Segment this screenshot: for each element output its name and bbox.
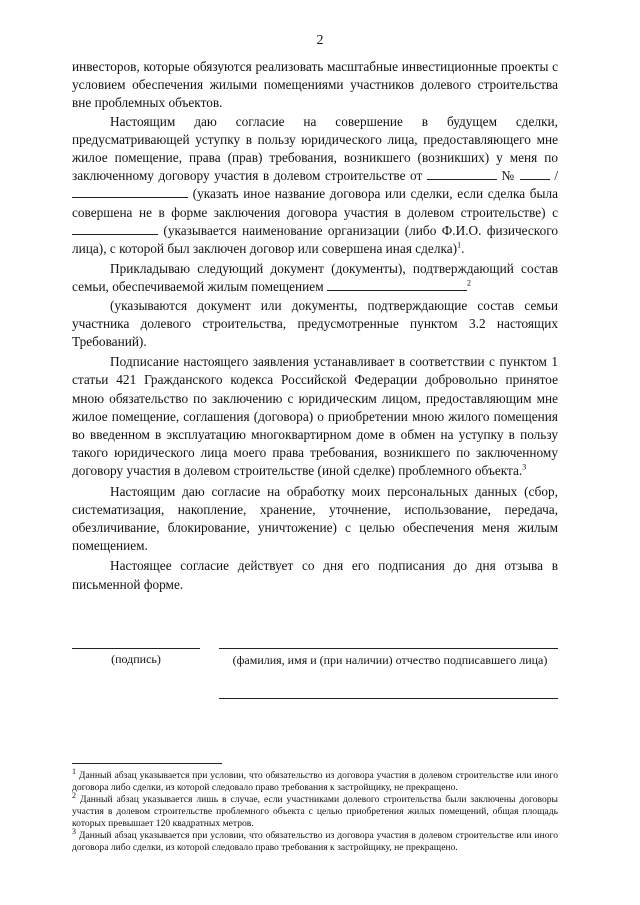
number-sign: № (501, 168, 516, 184)
paragraph-signing-obligation (72, 353, 558, 480)
footnote-separator (72, 763, 222, 764)
family-documents-blank (327, 278, 467, 291)
footnote-ref-1: 1 (457, 240, 462, 250)
signature-line (72, 648, 200, 649)
contract-number-blank (520, 167, 550, 180)
consent-text-part1: Настоящим даю согласие на совершение в будущем сделки, предусматривающей уступку в пользу юридического лица, предоставляющего мне жилое помещение, права (прав) требования, возникшего (возникших) у меня по заключенному договору участия в долевом строительстве от (72, 113, 558, 184)
paragraph-consent-assignment (72, 113, 558, 259)
footnotes (72, 766, 558, 854)
consent-text-part2: (указать иное название договора или сделки, если сделка была совершена не в форме заключения договора участия в долевом строительстве) с (72, 186, 558, 220)
footnote-text: Данный абзац указывается лишь в случае, если участниками долевого строительства были заключены договоры участия в долевом строительстве проблемного объекта с целью приобретения жилых помещений, общая площадь которых превышает 120 квадратных метров. (72, 794, 558, 829)
paragraph-family-documents (72, 260, 558, 296)
full-name-label: (фамилия, имя и (при наличии) отчество подписавшего лица) (232, 653, 548, 667)
footnote-number: 2 (72, 790, 76, 800)
footnote-3 (72, 826, 558, 854)
consent-end-period: . (461, 241, 465, 257)
footnote-number: 3 (72, 826, 76, 836)
footnote-ref-3: 3 (522, 463, 527, 473)
paragraph-personal-data: Настоящим даю согласие на обработку моих персональных данных (сбор, систематизация, накопление, хранение, уточнение, использование, передача, обезличивание, блокирование, уничтожение) с целью обеспечения меня жилым помещением. (72, 483, 558, 554)
paragraph-documents-note: (указываются документ или документы, подтверждающие состав семьи участника долевого строительства, предусмотренные пунктом 3.2 настоящих Требований). (72, 297, 558, 350)
full-name-line (219, 648, 558, 649)
paragraph-validity: Настоящее согласие действует со дня его подписания до дня отзыва в письменной форме. (72, 558, 558, 592)
footnote-2 (72, 790, 558, 830)
additional-line (219, 698, 558, 699)
family-documents-text: Прикладываю следующий документ (документы), подтверждающий состав семьи, обеспечиваемой жилым помещением (72, 261, 558, 295)
footnote-text: Данный абзац указывается при условии, что обязательство из договора участия в долевом строительстве или иного договора либо сделки, из которой следовало право требования к застройщику, не прекращено. (72, 770, 558, 793)
footnote-ref-2: 2 (466, 279, 471, 289)
page-number: 2 (316, 33, 324, 48)
footnote-number: 1 (72, 766, 76, 776)
slash-separator: / (554, 168, 559, 184)
signing-obligation-text: Подписание настоящего заявления устанавливает в соответствии с пунктом 1 статьи 421 Гражданского кодекса Российской Федерации добровольно принятое мною обязательство по заключению с юридическим лицом, предоставляющим мне жилое помещение, соглашения (договора) о приобретении мною жилого помещения во введенном в эксплуатацию многоквартирном доме в обмен на уступку в пользу такого юридического лица моего права требования, возникшего по заключенному договору участия в долевом строительстве (иной сделке) проблемного объекта. (72, 354, 558, 479)
document-body (72, 58, 558, 594)
contract-date-blank (427, 167, 497, 180)
organization-blank (72, 222, 158, 235)
contract-suffix-blank (72, 185, 188, 198)
consent-text-part3: (указывается наименование организации (либо Ф.И.О. физического лица), с которой был заключен договор или совершена иная сделка) (72, 222, 558, 257)
signature-label: (подпись) (111, 652, 161, 666)
footnote-1 (72, 766, 558, 794)
footnote-text: Данный абзац указывается при условии, что обязательство из договора участия в долевом строительстве или иного договора либо сделки, из которой следовало право требования к застройщику, не прекращено. (72, 830, 558, 853)
paragraph-investors: инвесторов, которые обязуются реализовать масштабные инвестиционные проекты с условием обеспечения жилыми помещениями участников долевого строительства вне проблемных объектов. (72, 59, 558, 111)
